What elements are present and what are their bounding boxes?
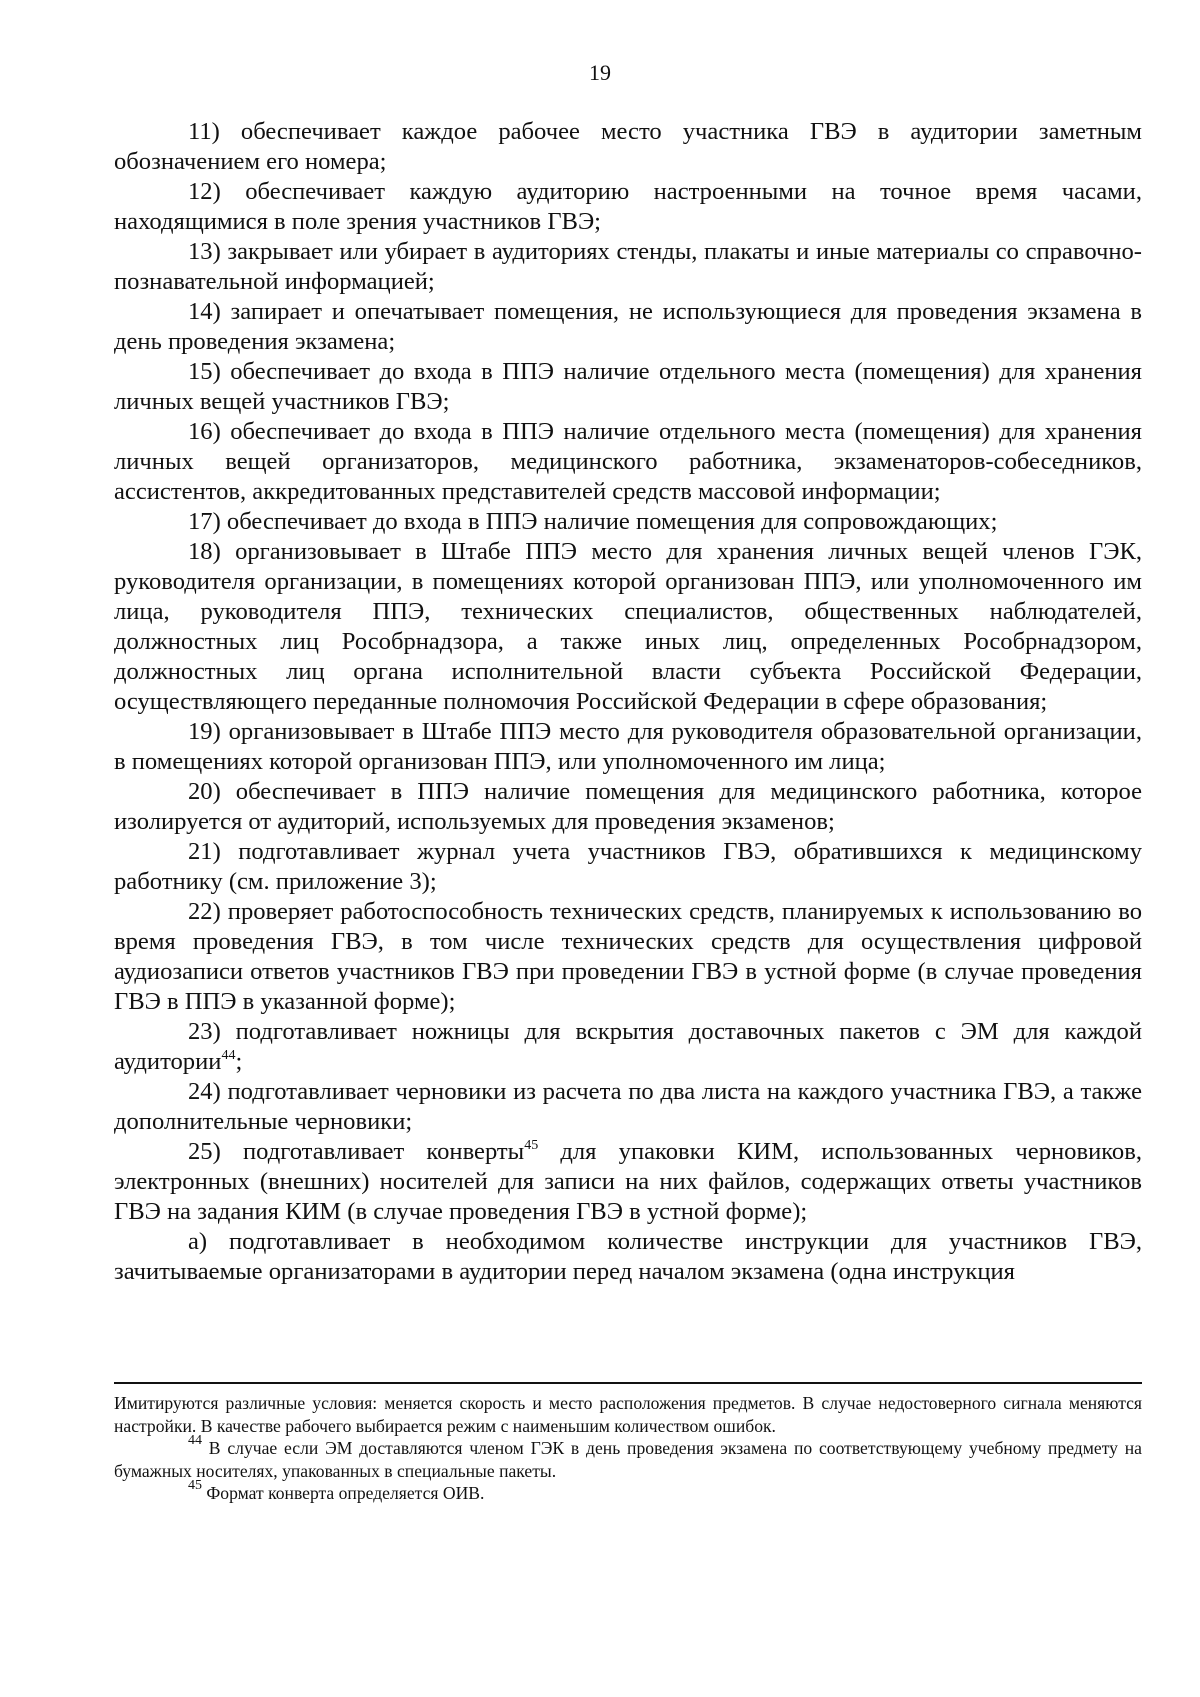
footnote-divider — [114, 1382, 1142, 1384]
page-number: 19 — [589, 60, 611, 85]
footnote-45: $^{45}$ Формат конверта определяется ОИВ. — [188, 1478, 485, 1503]
footnote-44: $^{44}$ В случае если ЭМ доставляются членом ГЭК в день проведения экзамена по соответствующему учебному предмету на бумажных носителях, упакованных в специальные пакеты. — [114, 1433, 1142, 1481]
paragraph-item-13: 13) закрывает или убирает в аудиториях стенды, плакаты и иные материалы со справочно-познавательной информацией; — [114, 238, 1142, 295]
footnote-marker-45: 45 — [188, 1478, 202, 1493]
footnotes — [114, 1392, 1142, 1505]
paragraph-item-20: 20) обеспечивает в ППЭ наличие помещения для медицинского работника, которое изолируется от аудиторий, используемых для проведения экзаменов; — [114, 778, 1142, 835]
paragraph-item-16: 16) обеспечивает до входа в ППЭ наличие отдельного места (помещения) для хранения личных вещей организаторов, медицинского работника, экзаменаторов-собеседников, ассистентов, аккредитованных представителей средств массовой информации; — [114, 418, 1142, 505]
body-text — [114, 117, 1142, 1287]
paragraph-item-11: 11) обеспечивает каждое рабочее место участника ГВЭ в аудитории заметным обозначением его номера; — [114, 118, 1142, 175]
footnote-reference-45[interactable]: 45 — [524, 1138, 539, 1153]
footnote-marker-44: 44 — [188, 1433, 202, 1448]
paragraph-item-a: а) подготавливает в необходимом количестве инструкции для участников ГВЭ, зачитываемые организаторами в аудитории перед началом экзамена (одна инструкция — [114, 1228, 1142, 1285]
paragraph-item-25: 25) подготавливает конверты$^{45}$ для упаковки КИМ, использованных черновиков, электронных (внешних) носителей для записи на них файлов, содержащих ответы участников ГВЭ на задания КИМ (в случае проведения ГВЭ в устной форме); — [114, 1138, 1142, 1225]
paragraph-item-19: 19) организовывает в Штабе ППЭ место для руководителя образовательной организации, в помещениях которой организован ППЭ, или уполномоченного им лица; — [114, 718, 1142, 775]
footnote-continued: Имитируются различные условия: меняется скорость и место расположения предметов. В случае недостоверного сигнала меняются настройки. В качестве рабочего выбирается режим с наименьшим количеством ошибок. — [114, 1393, 1142, 1436]
paragraph-item-24: 24) подготавливает черновики из расчета по два листа на каждого участника ГВЭ, а также дополнительные черновики; — [114, 1078, 1142, 1135]
paragraph-item-23: 23) подготавливает ножницы для вскрытия доставочных пакетов с ЭМ для каждой аудитории$^{44}$; — [114, 1018, 1142, 1075]
paragraph-item-12: 12) обеспечивает каждую аудиторию настроенными на точное время часами, находящимися в поле зрения участников ГВЭ; — [114, 178, 1142, 235]
paragraph-item-22: 22) проверяет работоспособность технических средств, планируемых к использованию во время проведения ГВЭ, в том числе технических средств для осуществления цифровой аудиозаписи ответов участников ГВЭ при проведении ГВЭ в устной форме (в случае проведения ГВЭ в ППЭ в указанной форме); — [114, 898, 1142, 1015]
paragraph-item-21: 21) подготавливает журнал учета участников ГВЭ, обратившихся к медицинскому работнику (см. приложение 3); — [114, 838, 1142, 895]
paragraph-item-14: 14) запирает и опечатывает помещения, не использующиеся для проведения экзамена в день проведения экзамена; — [114, 298, 1142, 355]
footnote-reference-44[interactable]: 44 — [221, 1048, 236, 1063]
paragraph-item-15: 15) обеспечивает до входа в ППЭ наличие отдельного места (помещения) для хранения личных вещей участников ГВЭ; — [114, 358, 1142, 415]
paragraph-item-17: 17) обеспечивает до входа в ППЭ наличие помещения для сопровождающих; — [188, 508, 998, 535]
paragraph-item-18: 18) организовывает в Штабе ППЭ место для хранения личных вещей членов ГЭК, руководителя организации, в помещениях которой организован ППЭ, или уполномоченного им лица, руководителя ППЭ, технических специалистов, общественных наблюдателей, должностных лиц Рособрнадзора, а также иных лиц, определенных Рособрнадзором, должностных лиц органа исполнительной власти субъекта Российской Федерации, осуществляющего переданные полномочия Российской Федерации в сфере образования; — [114, 538, 1142, 715]
